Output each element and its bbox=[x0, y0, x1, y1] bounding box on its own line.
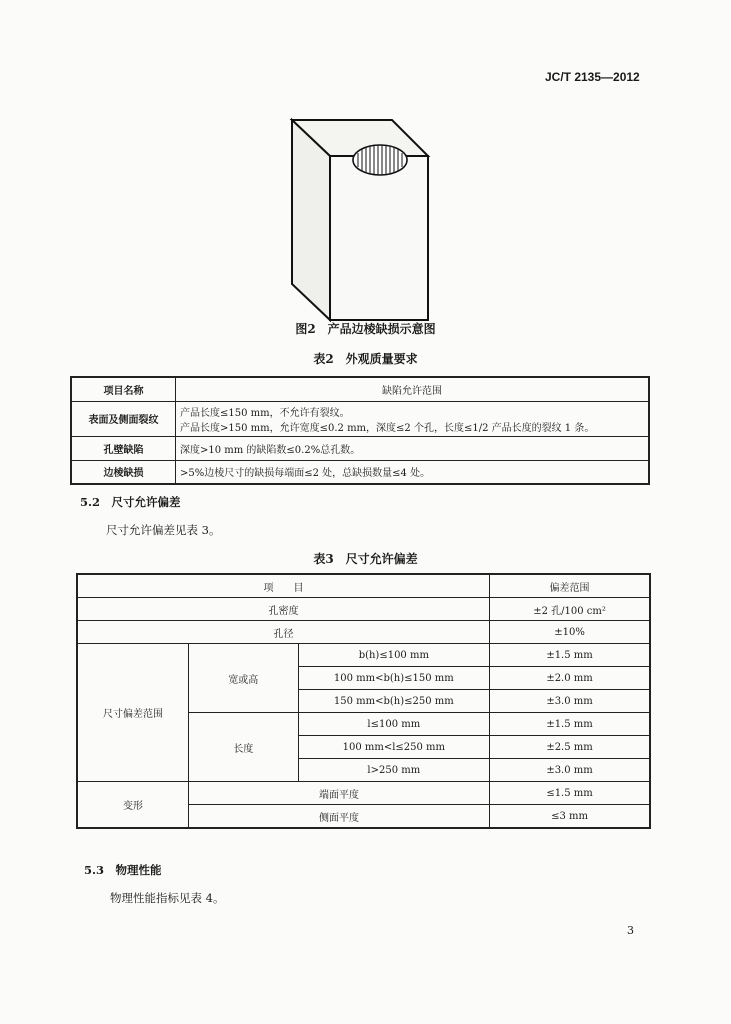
table3-diameter-item: 孔径 bbox=[77, 621, 490, 644]
section-5-3-heading: 5.3 物理性能 bbox=[84, 863, 162, 877]
block-edge-defect-figure bbox=[280, 108, 440, 323]
table2-header-item: 项目名称 bbox=[71, 377, 176, 401]
size-tolerance-table bbox=[76, 573, 651, 829]
table3-condition: 100 mm<b(h)≤150 mm bbox=[298, 667, 489, 690]
table3-header-item: 项 目 bbox=[77, 574, 490, 598]
section-5-2-text: 尺寸允许偏差见表 3。 bbox=[106, 523, 221, 537]
table2-header-range: 缺陷允许范围 bbox=[176, 377, 650, 401]
table3-value: ±1.5 mm bbox=[490, 644, 650, 667]
appearance-quality-table bbox=[70, 376, 650, 485]
table2-row-text: 深度>10 mm 的缺陷数≤0.2%总孔数。 bbox=[176, 436, 650, 460]
table3-length-label: 长度 bbox=[189, 713, 299, 782]
table3-condition: 端面平度 bbox=[189, 782, 490, 805]
table3-caption: 表3 尺寸允许偏差 bbox=[313, 552, 418, 566]
table3-condition: 150 mm<b(h)≤250 mm bbox=[298, 690, 489, 713]
table3-value: ±2.0 mm bbox=[490, 667, 650, 690]
table3-value: ±1.5 mm bbox=[490, 713, 650, 736]
table3-condition: l>250 mm bbox=[298, 759, 489, 782]
table3-group-label: 尺寸偏差范围 bbox=[77, 644, 189, 782]
table3-condition: 侧面平度 bbox=[189, 805, 490, 829]
table2-row-item: 孔壁缺陷 bbox=[71, 436, 176, 460]
table2-row-item: 表面及侧面裂纹 bbox=[71, 401, 176, 436]
table3-density-item: 孔密度 bbox=[77, 598, 490, 621]
table3-value: ≤3 mm bbox=[490, 805, 650, 829]
block-front-face bbox=[330, 156, 428, 320]
block-side-face bbox=[292, 120, 330, 320]
figure2-caption: 图2 产品边棱缺损示意图 bbox=[295, 322, 436, 336]
page-number: 3 bbox=[627, 924, 634, 937]
table3-width-height-label: 宽或高 bbox=[189, 644, 299, 713]
table2-row-text: 产品长度>150 mm，允许宽度≤0.2 mm，深度≤2 个孔，长度≤1/2 产品长度的裂纹 1 条。 bbox=[180, 422, 595, 434]
table2-row-text: 产品长度≤150 mm，不允许有裂纹。 bbox=[180, 407, 350, 419]
table3-header-range: 偏差范围 bbox=[490, 574, 650, 598]
standard-code: JC/T 2135—2012 bbox=[545, 70, 640, 84]
table3-condition: 100 mm<l≤250 mm bbox=[298, 736, 489, 759]
table3-diameter-value: ±10% bbox=[490, 621, 650, 644]
table3-value: ±2.5 mm bbox=[490, 736, 650, 759]
table3-condition: l≤100 mm bbox=[298, 713, 489, 736]
table2-row-text: >5%边棱尺寸的缺损每端面≤2 处，总缺损数量≤4 处。 bbox=[176, 460, 650, 484]
section-5-2-heading: 5.2 尺寸允许偏差 bbox=[80, 495, 181, 509]
edge-defect-hatch bbox=[353, 145, 407, 175]
section-5-3-text: 物理性能指标见表 4。 bbox=[110, 891, 225, 905]
table2-row-item: 边棱缺损 bbox=[71, 460, 176, 484]
table3-value: ±3.0 mm bbox=[490, 759, 650, 782]
table3-value: ≤1.5 mm bbox=[490, 782, 650, 805]
table3-density-value: ±2 孔/100 cm² bbox=[490, 598, 650, 621]
table3-deformation-label: 变形 bbox=[77, 782, 189, 829]
table2-caption: 表2 外观质量要求 bbox=[313, 352, 418, 366]
table3-value: ±3.0 mm bbox=[490, 690, 650, 713]
table3-condition: b(h)≤100 mm bbox=[298, 644, 489, 667]
